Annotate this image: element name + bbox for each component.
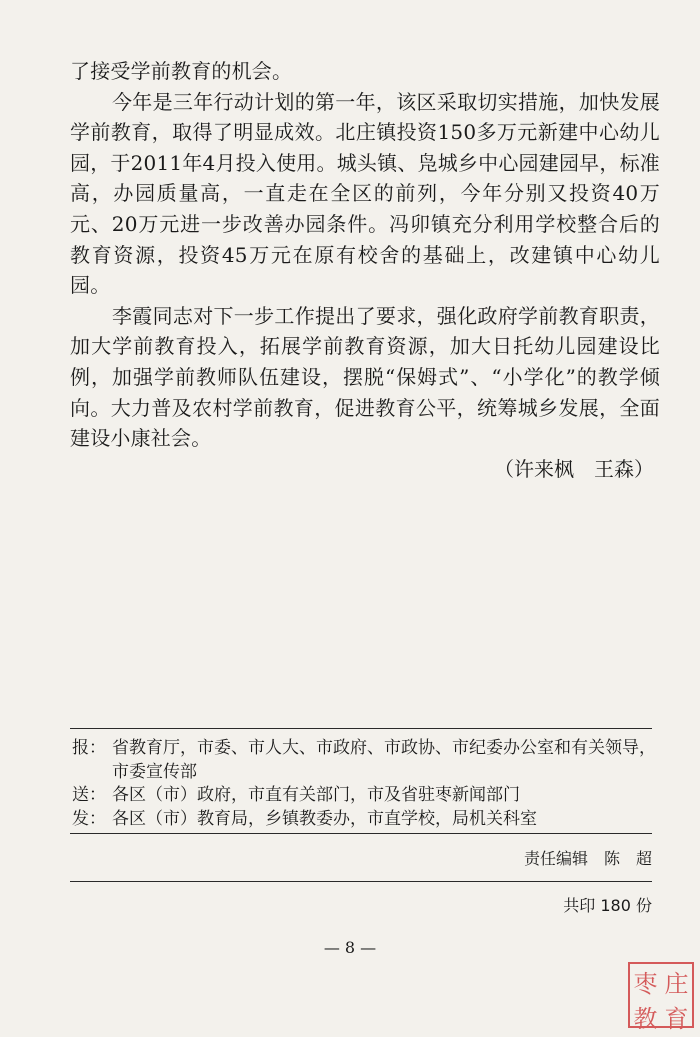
seal-char: 育	[664, 1005, 689, 1033]
distribution-row-report	[72, 737, 662, 784]
seal-char: 教	[633, 1005, 658, 1033]
red-seal-stamp	[628, 962, 694, 1033]
distribution-key: 送：	[72, 785, 106, 805]
distribution-value: 省教育厅，市委、市人大、市政府、市政协、市纪委办公室和有关领导，市委宣传部	[112, 738, 656, 782]
article-body	[70, 56, 660, 484]
article-author: （许来枫 王森）	[494, 456, 654, 481]
distribution-key: 报：	[72, 738, 106, 758]
print-copies: 共印 180 份	[563, 896, 652, 915]
paragraph-2: 今年是三年行动计划的第一年，该区采取切实措施，加快发展学前教育，取得了明显成效。北庄镇投资150多万元新建中心幼儿园，于2011年4月投入使用。城头镇、凫城乡中心园建园早，标准高，办园质量高，一直走在全区的前列，今年分别又投资40万元、20万元进一步改善办园条件。冯卯镇充分利用学校整合后的教育资源，投资45万元在原有校舍的基础上，改建镇中心幼儿园。	[70, 89, 660, 298]
distribution-list	[72, 737, 662, 831]
divider-middle	[70, 833, 652, 834]
paragraph-1: 了接受学前教育的机会。	[70, 59, 293, 83]
paragraph-3: 李霞同志对下一步工作提出了要求，强化政府学前教育职责，加大学前教育投入，拓展学前教育资源，加大日托幼儿园建设比例，加强学前教师队伍建设，摆脱“保姆式”、“小学化”的教学倾向。大力普及农村学前教育，促进教育公平，统筹城乡发展，全面建设小康社会。	[70, 303, 660, 451]
divider-bottom	[70, 881, 652, 882]
page-number: — 8 —	[323, 938, 377, 957]
seal-char: 庄	[664, 970, 689, 998]
divider-top	[70, 728, 652, 729]
responsible-editor: 责任编辑 陈 超	[523, 849, 652, 868]
distribution-value: 各区（市）教育局，乡镇教委办，市直学校，局机关科室	[112, 808, 537, 829]
distribution-value: 各区（市）政府，市直有关部门，市及省驻枣新闻部门	[112, 785, 520, 805]
seal-char: 枣	[633, 970, 658, 998]
distribution-row-issue	[72, 808, 662, 832]
distribution-key: 发：	[72, 808, 106, 829]
distribution-row-send	[72, 784, 662, 808]
